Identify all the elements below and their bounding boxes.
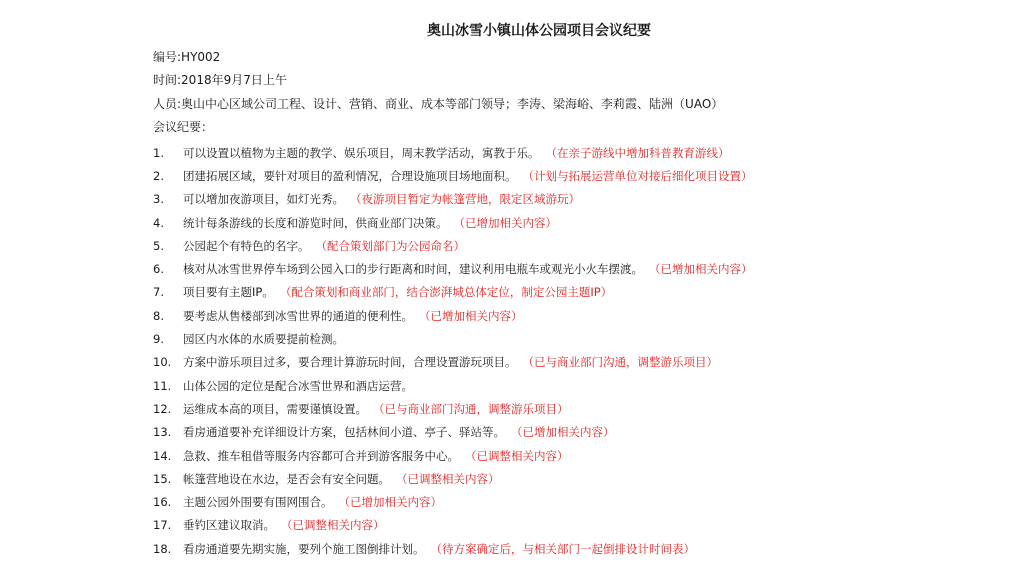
minutes-item [153, 327, 1013, 350]
meeting-time: 时间:2018年9月7日上午 [153, 73, 287, 87]
item-number: 13. [153, 425, 172, 440]
item-note: （已调整相关内容） [396, 471, 500, 486]
item-text: 山体公园的定位是配合冰雪世界和酒店运营。 [183, 378, 413, 393]
item-number: 18. [153, 541, 172, 556]
item-text: 看房通道要补充详细设计方案，包括林间小道、亭子、驿站等。 [183, 425, 505, 440]
item-number: 14. [153, 448, 172, 463]
item-note: （已增加相关内容） [419, 308, 523, 323]
minutes-item [153, 234, 1013, 257]
item-text: 急救、推车租借等服务内容都可合并到游客服务中心。 [183, 448, 459, 463]
item-number: 2. [153, 168, 164, 183]
minutes-item [153, 444, 1013, 467]
item-text: 核对从冰雪世界停车场到公园入口的步行距离和时间，建议利用电瓶车或观光小火车摆渡。 [183, 262, 643, 277]
item-number: 12. [153, 401, 172, 416]
item-note: （在亲子游线中增加科普教育游线） [545, 145, 730, 160]
item-note: （已与商业部门沟通，调整游乐项目） [373, 401, 569, 416]
item-text: 方案中游乐项目过多，要合理计算游玩时间，合理设置游玩项目。 [183, 355, 517, 370]
item-number: 6. [153, 262, 164, 277]
item-text: 运维成本高的项目，需要谨慎设置。 [183, 401, 367, 416]
item-number: 10. [153, 355, 172, 370]
minutes-item [153, 211, 1013, 234]
item-number: 16. [153, 495, 172, 510]
item-number: 9. [153, 332, 164, 347]
item-text: 要考虑从售楼部到冰雪世界的通道的便利性。 [183, 308, 413, 323]
item-text: 帐篷营地设在水边，是否会有安全问题。 [183, 471, 390, 486]
item-note: （已增加相关内容） [453, 215, 557, 230]
minutes-item [153, 397, 1013, 420]
item-note: （已调整相关内容） [281, 518, 385, 533]
minutes-item [153, 281, 1013, 304]
item-text: 主题公园外围要有围网围合。 [183, 495, 333, 510]
item-number: 8. [153, 308, 164, 323]
item-text: 项目要有主题IP。 [183, 285, 274, 300]
minutes-label: 会议纪要： [153, 120, 214, 134]
item-note: （已增加相关内容） [338, 495, 442, 510]
minutes-item [153, 164, 1013, 187]
minutes-item [153, 467, 1013, 490]
item-note: （已增加相关内容） [511, 425, 615, 440]
item-text: 可以设置以植物为主题的教学、娱乐项目，周末教学活动，寓教于乐。 [183, 145, 540, 160]
minutes-item [153, 141, 1013, 164]
item-number: 1. [153, 145, 164, 160]
item-number: 15. [153, 471, 172, 486]
minutes-item [153, 257, 1013, 280]
item-text: 垂钓区建议取消。 [183, 518, 275, 533]
item-note: （配合策划部门为公园命名） [315, 238, 465, 253]
minutes-item [153, 537, 1013, 560]
minutes-item [153, 188, 1013, 211]
minutes-item [153, 374, 1013, 397]
item-text: 园区内水体的水质要提前检测。 [183, 332, 344, 347]
item-note: （已调整相关内容） [465, 448, 569, 463]
minutes-item [153, 351, 1013, 374]
item-text: 可以增加夜游项目，如灯光秀。 [183, 192, 344, 207]
item-number: 3. [153, 192, 164, 207]
item-note: （配合策划和商业部门，结合澎湃城总体定位，制定公园主题IP） [279, 285, 613, 300]
item-number: 4. [153, 215, 164, 230]
minutes-item [153, 514, 1013, 537]
item-text: 公园起个有特色的名字。 [183, 238, 310, 253]
minutes-item [153, 421, 1013, 444]
meeting-attendees: 人员:奥山中心区域公司工程、设计、营销、商业、成本等部门领导；李涛、梁海峪、李莉霞、陆洲（UAO） [153, 97, 724, 111]
item-note: （待方案确定后，与相关部门一起倒排设计时间表） [430, 541, 695, 556]
item-text: 统计每条游线的长度和游览时间，供商业部门决策。 [183, 215, 448, 230]
item-number: 17. [153, 518, 172, 533]
document-title: 奥山冰雪小镇山体公园项目会议纪要 [427, 23, 651, 39]
minutes-item [153, 490, 1013, 513]
item-note: （已增加相关内容） [649, 262, 753, 277]
item-number: 11. [153, 378, 172, 393]
minutes-item [153, 304, 1013, 327]
item-note: （夜游项目暂定为帐篷营地，限定区域游玩） [350, 192, 580, 207]
item-text: 团建拓展区域，要针对项目的盈利情况，合理设施项目场地面积。 [183, 168, 517, 183]
item-note: （计划与拓展运营单位对接后细化项目设置） [522, 168, 753, 183]
item-text: 看房通道要先期实施，要列个施工图倒排计划。 [183, 541, 425, 556]
document-number: 编号:HY002 [153, 50, 221, 64]
minutes-list [153, 141, 1013, 560]
item-number: 5. [153, 238, 164, 253]
item-number: 7. [153, 285, 164, 300]
item-note: （已与商业部门沟通，调整游乐项目） [522, 355, 718, 370]
